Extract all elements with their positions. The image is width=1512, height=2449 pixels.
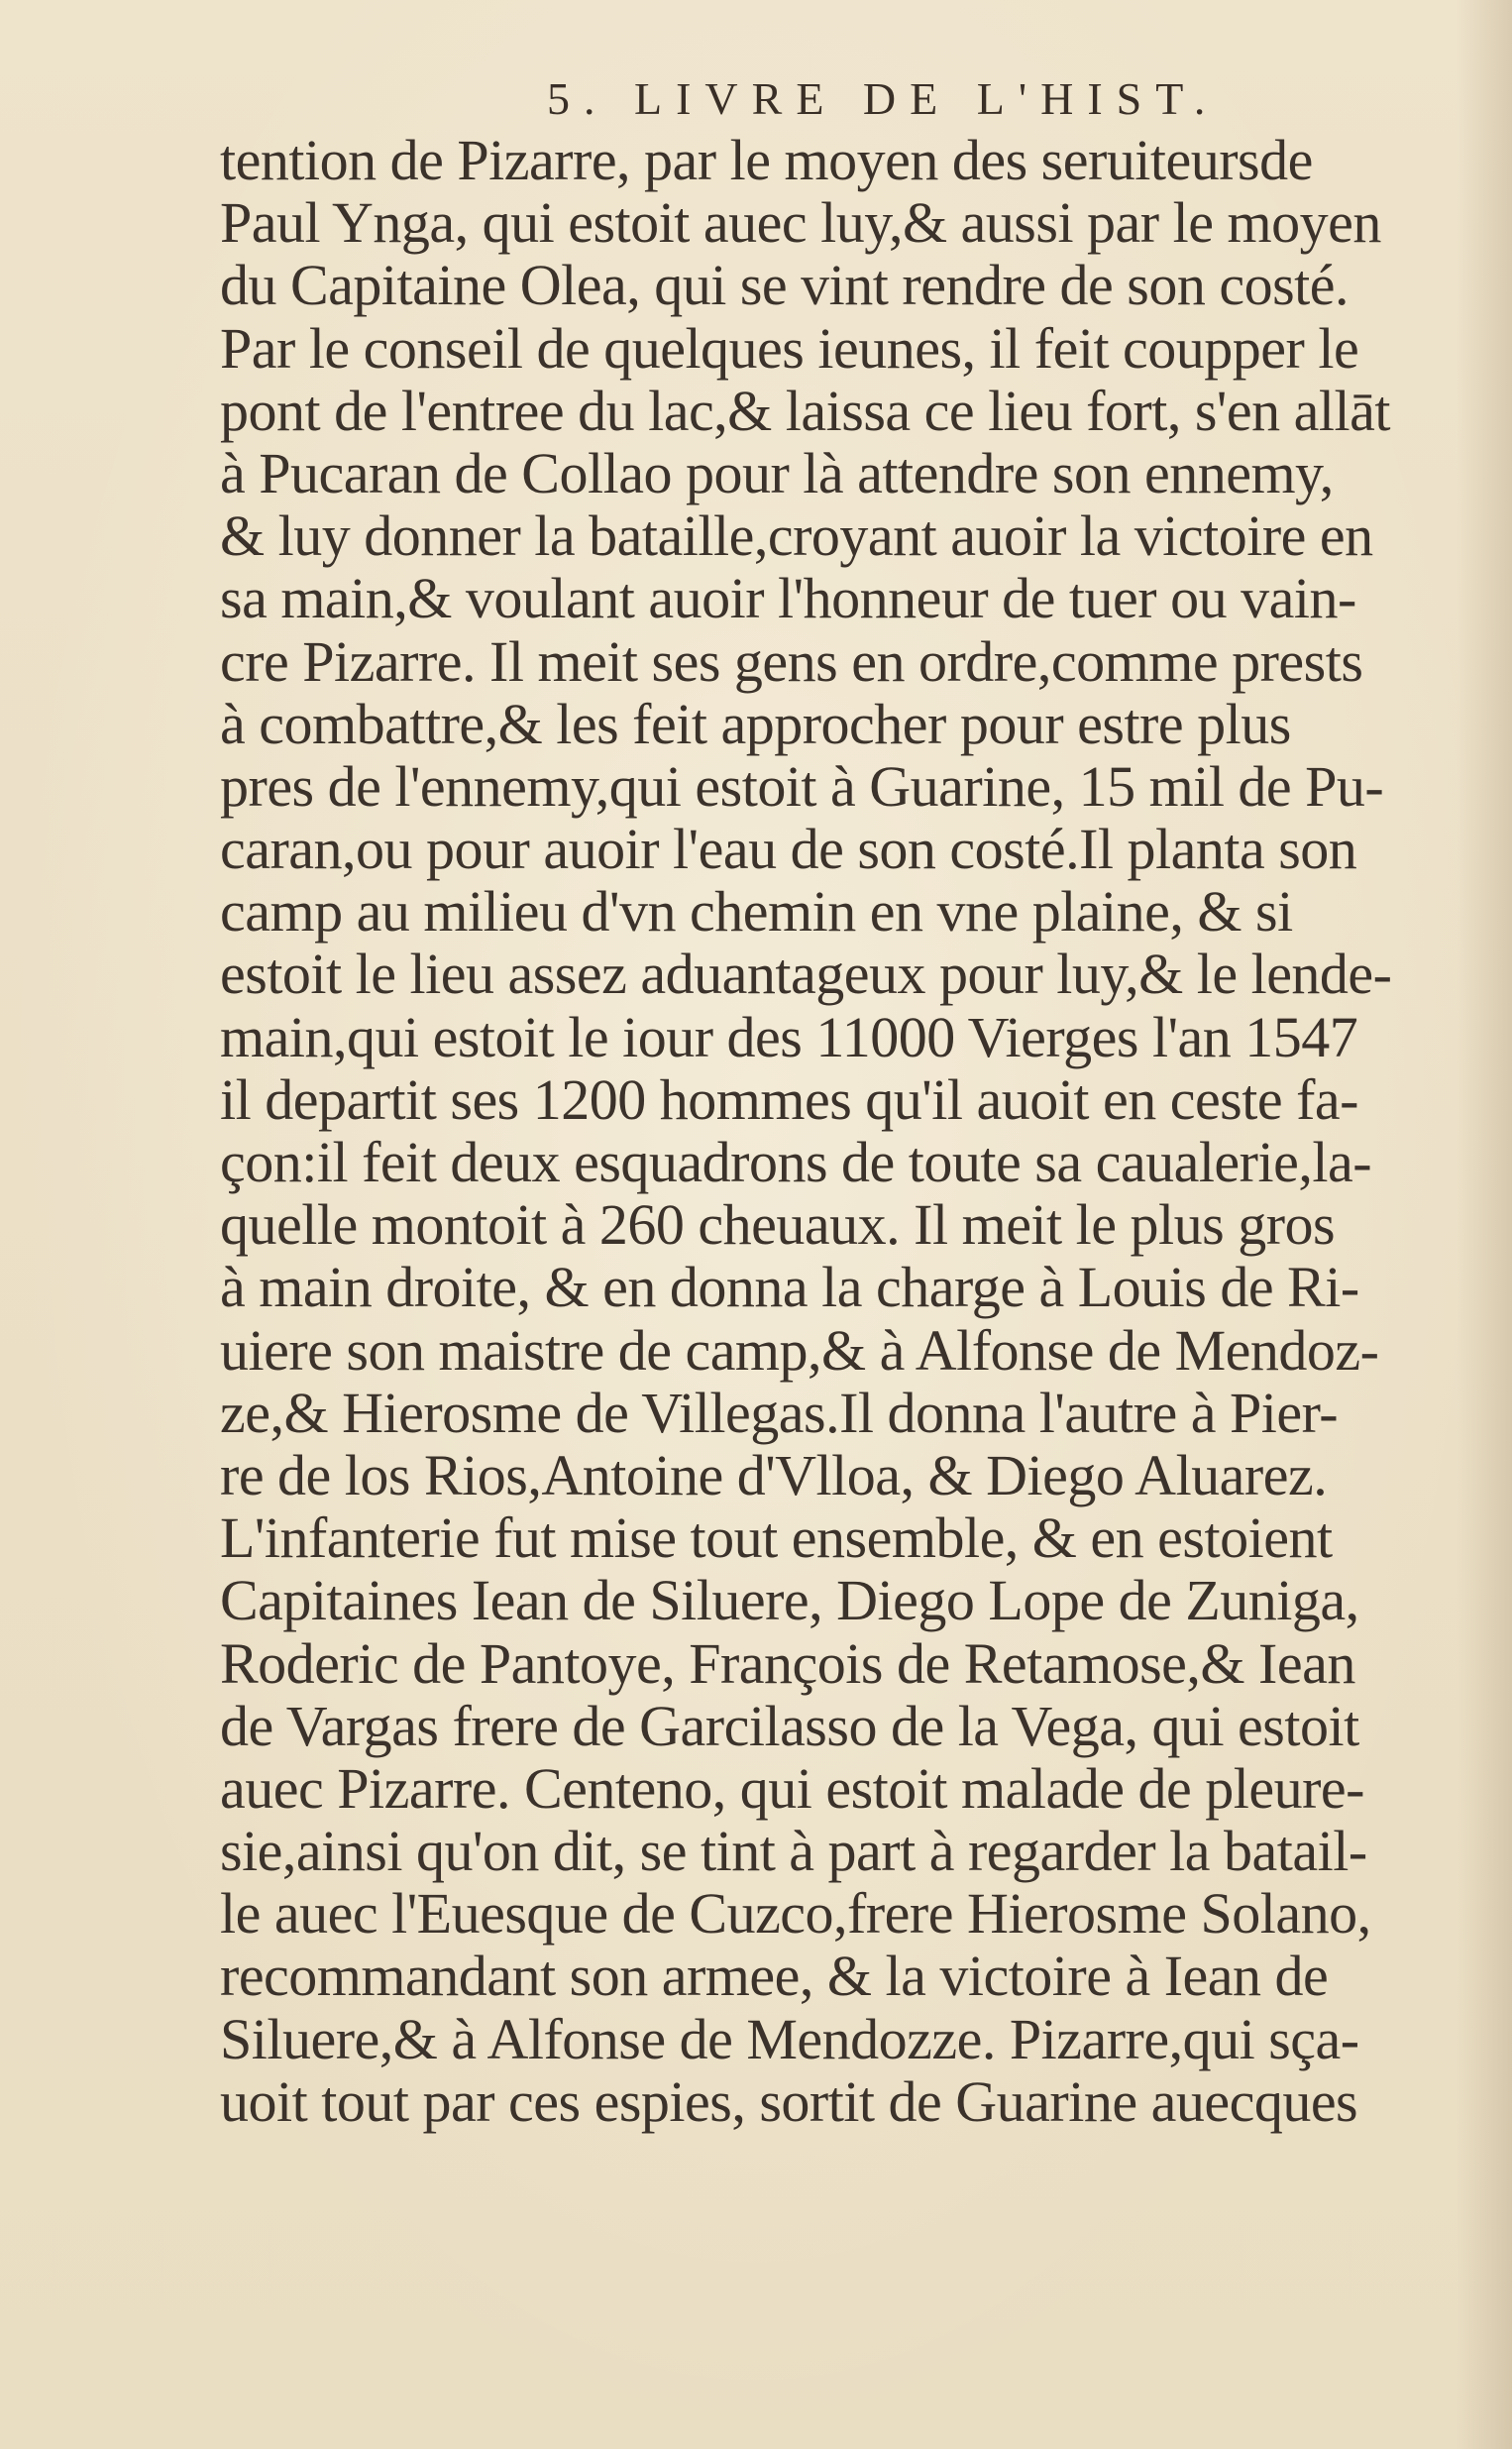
text-line: tention de Pizarre, par le moyen des seruiteursde: [220, 128, 1313, 192]
text-line: Roderic de Pantoye, François de Retamose,& Iean: [220, 1630, 1355, 1696]
text-line: camp au milieu d'vn chemin en vne plaine, & si: [220, 879, 1293, 945]
text-line: Capitaines Iean de Siluere, Diego Lope de Zuniga,: [220, 1568, 1359, 1633]
text-line: sa main,& voulant auoir l'honneur de tuer ou vain-: [220, 566, 1356, 631]
text-line: pres de l'ennemy,qui estoit à Guarine, 15 mil de Pu-: [220, 753, 1384, 819]
text-line: du Capitaine Olea, qui se vint rendre de son costé.: [220, 253, 1350, 318]
text-line: çon:il feit deux esquadrons de toute sa caualerie,la-: [220, 1130, 1372, 1194]
text-line: pont de l'entree du lac,& laissa ce lieu fort, s'en allāt: [220, 378, 1390, 443]
text-line: uoit tout par ces espies, sortit de Guarine auecques: [220, 2068, 1358, 2134]
text-line: auec Pizarre. Centeno, qui estoit malade de pleure-: [220, 1755, 1364, 1821]
text-line: main,qui estoit le iour des 11000 Vierges l'an 1547: [220, 1004, 1358, 1069]
text-line: L'infanterie fut mise tout ensemble, & en estoient: [220, 1505, 1333, 1571]
text-line: quelle montoit à 260 cheuaux. Il meit le plus gros: [220, 1192, 1336, 1258]
text-line: Par le conseil de quelques ieunes, il feit coupper le: [220, 315, 1359, 381]
text-line: & luy donner la bataille,croyant auoir la victoire en: [220, 503, 1373, 569]
text-line: caran,ou pour auoir l'eau de son costé.Il planta son: [220, 817, 1357, 882]
text-line: sie,ainsi qu'on dit, se tint à part à regarder la batail-: [220, 1819, 1367, 1884]
text-line: à main droite, & en donna la charge à Louis de Ri-: [220, 1255, 1359, 1320]
running-head: 5. LIVRE DE L'HIST.: [547, 73, 1220, 124]
text-line: cre Pizarre. Il meit ses gens en ordre,comme prests: [220, 628, 1363, 694]
page-edge-shadow: [1457, 0, 1512, 2449]
text-line: re de los Rios,Antoine d'Vlloa, & Diego Aluarez.: [220, 1442, 1328, 1507]
text-line: ze,& Hierosme de Villegas.Il donna l'autre à Pier-: [220, 1380, 1339, 1445]
body-text: [220, 129, 1439, 2133]
text-line: recommandant son armee, & la victoire à Iean de: [220, 1944, 1329, 2009]
text-line: estoit le lieu assez aduantageux pour luy,& le lende-: [220, 942, 1392, 1007]
text-line: il departit ses 1200 hommes qu'il auoit en ceste fa-: [220, 1066, 1358, 1132]
text-line: le auec l'Euesque de Cuzco,frere Hierosme Solano,: [220, 1881, 1371, 1947]
text-line: Paul Ynga, qui estoit auec luy,& aussi par le moyen: [220, 190, 1381, 256]
text-line: à Pucaran de Collao pour là attendre son ennemy,: [220, 440, 1334, 505]
text-line: de Vargas frere de Garcilasso de la Vega, qui estoit: [220, 1693, 1359, 1758]
text-line: uiere son maistre de camp,& à Alfonse de Mendoz-: [220, 1317, 1379, 1383]
text-line: Siluere,& à Alfonse de Mendozze. Pizarre,qui sça-: [220, 2006, 1359, 2071]
text-line: à combattre,& les feit approcher pour estre plus: [220, 691, 1291, 756]
